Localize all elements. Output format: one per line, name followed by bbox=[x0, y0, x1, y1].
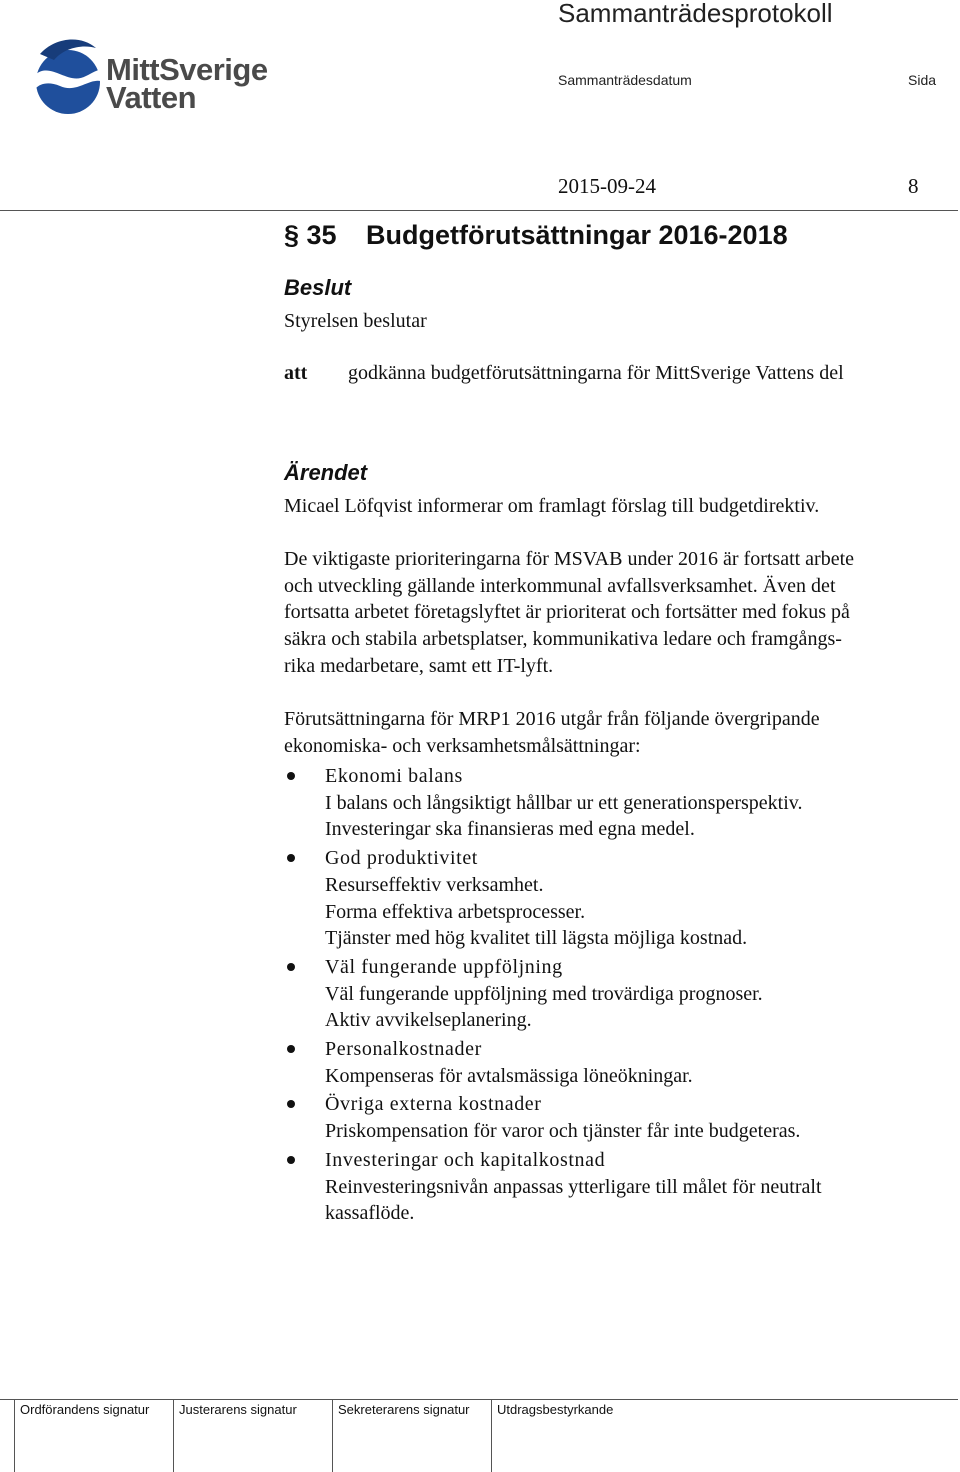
header-divider bbox=[0, 210, 958, 211]
bullet-icon bbox=[287, 1100, 295, 1108]
matter-paragraph-3 bbox=[284, 706, 954, 759]
goal-line: I balans och långsiktigt hållbar ur ett generationsperspektiv. bbox=[325, 791, 803, 814]
list-item bbox=[284, 845, 924, 952]
goal-title: God produktivitet bbox=[325, 847, 478, 870]
goal-title: Väl fungerande uppföljning bbox=[325, 955, 563, 978]
text-line: fortsatta arbetet företagslyftet är prioriterat och fortsätter med fokus på bbox=[284, 601, 850, 624]
decision-intro: Styrelsen beslutar bbox=[284, 310, 427, 332]
chair-signature-box bbox=[14, 1399, 15, 1472]
goal-line: Resurseffektiv verksamhet. bbox=[325, 873, 544, 896]
meeting-date: 2015-09-24 bbox=[558, 174, 656, 198]
goal-title: Investeringar och kapitalkostnad bbox=[325, 1148, 606, 1171]
bullet-icon bbox=[287, 772, 295, 780]
secretary-signature-label: Sekreterarens signatur bbox=[338, 1402, 470, 1417]
secretary-signature-box bbox=[332, 1399, 333, 1472]
bullet-icon bbox=[287, 963, 295, 971]
list-item bbox=[284, 1091, 924, 1144]
bullet-icon bbox=[287, 854, 295, 862]
paragraph-number: § 35 bbox=[284, 220, 337, 250]
matter-paragraph-1: Micael Löfqvist informerar om framlagt förslag till budgetdirektiv. bbox=[284, 495, 820, 517]
matter-heading: Ärendet bbox=[284, 460, 368, 485]
footer-divider bbox=[0, 1399, 958, 1400]
bullet-icon bbox=[287, 1156, 295, 1164]
meeting-date-label: Sammanträdesdatum bbox=[558, 72, 692, 88]
extract-certification-box bbox=[491, 1399, 492, 1472]
logo-text-line2: Vatten bbox=[106, 80, 197, 115]
goal-line: Kompenseras för avtalsmässiga löneökningar. bbox=[325, 1064, 693, 1087]
goal-title: Personalkostnader bbox=[325, 1038, 482, 1061]
goals-list bbox=[284, 763, 924, 1229]
goal-line: Forma effektiva arbetsprocesser. bbox=[325, 900, 586, 923]
goal-line: Tjänster med hög kvalitet till lägsta möjliga kostnad. bbox=[325, 927, 748, 950]
text-line: rika medarbetare, samt ett IT-lyft. bbox=[284, 654, 554, 677]
goal-line: Investeringar ska finansieras med egna medel. bbox=[325, 818, 695, 841]
bullet-icon bbox=[287, 1045, 295, 1053]
goal-line: Reinvesteringsnivån anpassas ytterligare till målet för neutralt bbox=[325, 1175, 822, 1198]
goal-line: Priskompensation för varor och tjänster får inte budgeteras. bbox=[325, 1120, 801, 1143]
list-item bbox=[284, 1147, 924, 1227]
text-line: och utveckling gällande interkommunal avfallsverksamhet. Även det bbox=[284, 574, 836, 597]
decision-heading: Beslut bbox=[284, 275, 352, 300]
att-text: godkänna budgetförutsättningarna för MittSverige Vattens del bbox=[348, 362, 844, 384]
goal-line: kassaflöde. bbox=[325, 1202, 415, 1225]
extract-certification-label: Utdragsbestyrkande bbox=[497, 1402, 614, 1417]
goal-title: Ekonomi balans bbox=[325, 765, 463, 787]
adjuster-signature-label: Justerarens signatur bbox=[179, 1402, 297, 1417]
goal-title: Övriga externa kostnader bbox=[325, 1093, 542, 1116]
document-type: Sammanträdesprotokoll bbox=[558, 0, 833, 28]
company-logo bbox=[34, 24, 294, 134]
water-drop-icon bbox=[34, 24, 114, 134]
list-item bbox=[284, 1036, 924, 1089]
matter-paragraph-2 bbox=[284, 546, 954, 680]
logo-text-line1: MittSverige bbox=[106, 52, 268, 87]
text-line: säkra och stabila arbetsplatser, kommunikativa ledare och framgångs- bbox=[284, 628, 842, 651]
chair-signature-label: Ordförandens signatur bbox=[20, 1402, 150, 1417]
list-item bbox=[284, 763, 924, 843]
section-title: Budgetförutsättningar 2016-2018 bbox=[366, 220, 788, 250]
text-line: ekonomiska- och verksamhetsmålsättningar: bbox=[284, 734, 641, 757]
list-item bbox=[284, 954, 924, 1034]
text-line: De viktigaste prioriteringarna för MSVAB under 2016 är fortsatt arbete bbox=[284, 548, 855, 570]
adjuster-signature-box bbox=[173, 1399, 174, 1472]
goal-line: Aktiv avvikelseplanering. bbox=[325, 1009, 532, 1032]
text-line: Förutsättningarna för MRP1 2016 utgår från följande övergripande bbox=[284, 708, 820, 730]
goal-line: Väl fungerande uppföljning med trovärdiga prognoser. bbox=[325, 982, 763, 1005]
page-label: Sida bbox=[908, 72, 937, 88]
page-number: 8 bbox=[908, 174, 919, 198]
att-label: att bbox=[284, 362, 308, 384]
section-heading bbox=[284, 220, 788, 251]
